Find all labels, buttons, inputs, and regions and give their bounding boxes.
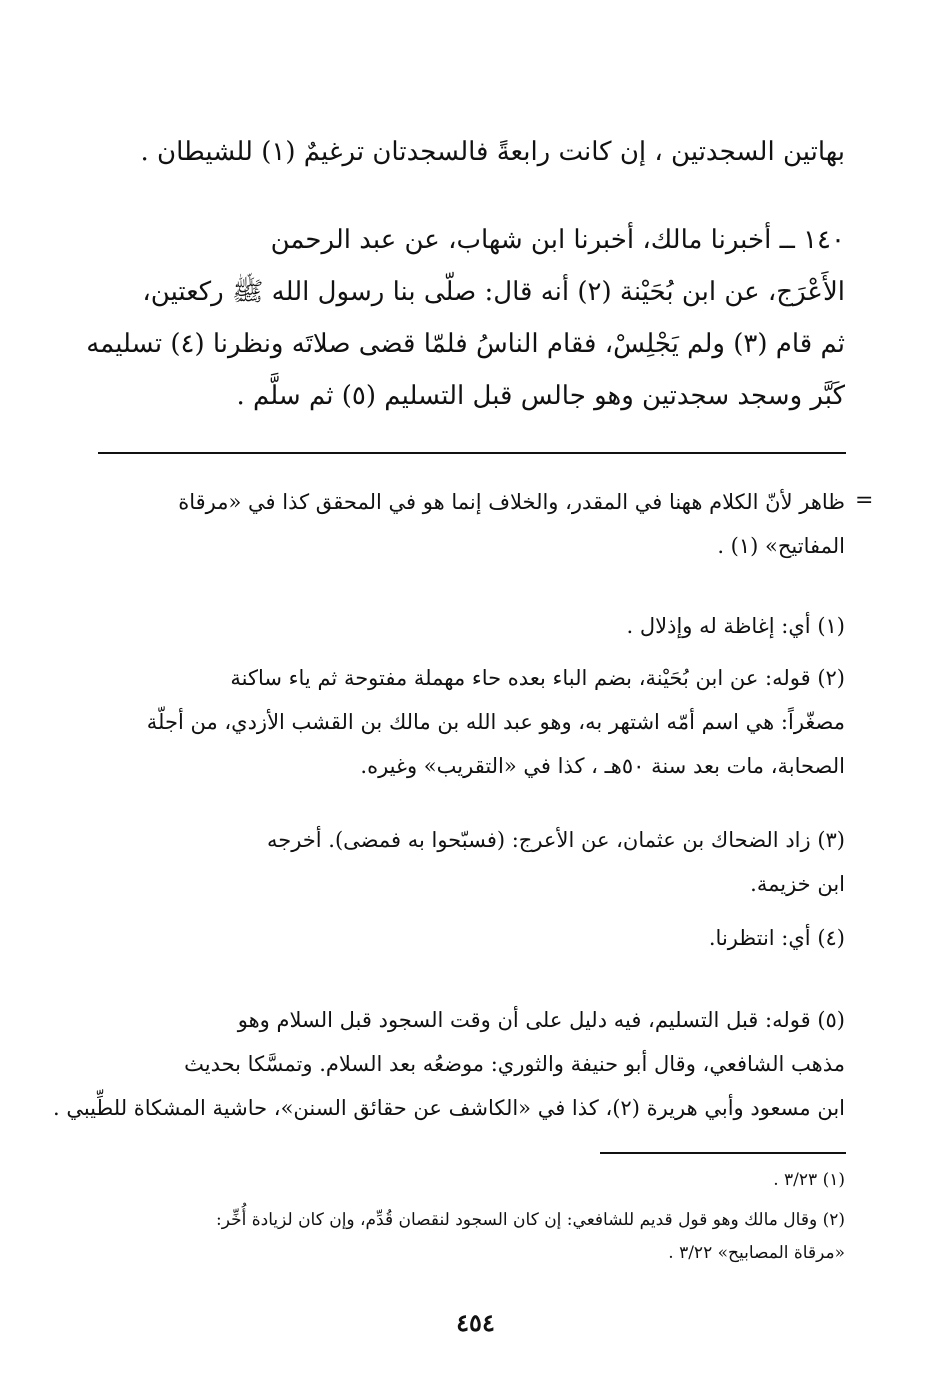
commentary-note-2: [100, 656, 845, 788]
text-line: (٢) قوله: عن ابن بُحَيْنة، بضم الباء بعده حاء مهملة مفتوحة ثم ياء ساكنة: [230, 666, 845, 690]
text-line: ابن خزيمة.: [750, 872, 845, 896]
text-line: (١) ٣/٢٣ .: [773, 1170, 845, 1190]
text-line: ١٤٠ ــ أخبرنا مالك، أخبرنا ابن شهاب، عن عبد الرحمن: [270, 225, 845, 255]
text-line: «مرقاة المصابيح» ٣/٢٢ .: [668, 1243, 845, 1263]
text-line: (٣) زاد الضحاك بن عثمان، عن الأعرج: (فسبّحوا به فمضى). أخرجه: [266, 828, 845, 852]
text-line: مصغّراً: هي اسم أمّه اشتهر به، وهو عبد الله بن مالك بن القشب الأزدي، من أجلّة: [146, 710, 845, 734]
continuation-mark: =: [855, 488, 874, 513]
section-divider: [98, 452, 846, 454]
hadith-paragraph: [86, 214, 845, 422]
text-line: (٢) وقال مالك وهو قول قديم للشافعي: إن كان السجود لنقصان قُدِّم، وإن كان لزيادة أُخِّر:: [215, 1210, 845, 1230]
text-line: ثم قام (٣) ولم يَجْلِسْ، فقام الناسُ فلمّا قضى صلاتَه ونظرنا (٤) تسليمه: [86, 329, 845, 359]
commentary-continuation: [100, 480, 845, 568]
text-line: ظاهر لأنّ الكلام ههنا في المقدر، والخلاف إنما هو في المحقق كذا في «مرقاة: [178, 490, 845, 514]
commentary-note-1: [100, 604, 845, 648]
main-text-top-line: [100, 126, 845, 178]
commentary-note-3: [100, 818, 845, 906]
text-line: (٤) أي: انتظرنا.: [708, 926, 845, 950]
text-line: الصحابة، مات بعد سنة ٥٠هـ ، كذا في «التقريب» وغيره.: [360, 754, 845, 778]
text-line: بهاتين السجدتين ، إن كانت رابعةً فالسجدتان ترغيمٌ (١) للشيطان .: [140, 137, 845, 167]
footnote-divider: [600, 1152, 846, 1154]
commentary-note-5: [52, 998, 845, 1130]
text-line: (٥) قوله: قبل التسليم، فيه دليل على أن وقت السجود قبل السلام وهو: [237, 1008, 845, 1032]
text-line: الأَعْرَج، عن ابن بُحَيْنة (٢) أنه قال: صلّى بنا رسول الله ﷺ ركعتين،: [142, 277, 845, 307]
text-line: مذهب الشافعي، وقال أبو حنيفة والثوري: موضعُه بعد السلام. وتمسَّكا بحديث: [184, 1052, 845, 1076]
footnote-1: [100, 1164, 845, 1197]
text-line: (١) أي: إغاظة له وإذلال .: [626, 614, 845, 638]
text-line: المفاتيح» (١) .: [717, 534, 845, 558]
footnote-2: [100, 1204, 845, 1270]
page-number: ٤٥٤: [456, 1308, 495, 1337]
text-line: كَبَّر وسجد سجدتين وهو جالس قبل التسليم (٥) ثم سلَّم .: [236, 381, 845, 411]
commentary-note-4: [100, 916, 845, 960]
text-line: ابن مسعود وأبي هريرة (٢)، كذا في «الكاشف عن حقائق السنن»، حاشية المشكاة للطِّيبي .: [52, 1096, 845, 1120]
